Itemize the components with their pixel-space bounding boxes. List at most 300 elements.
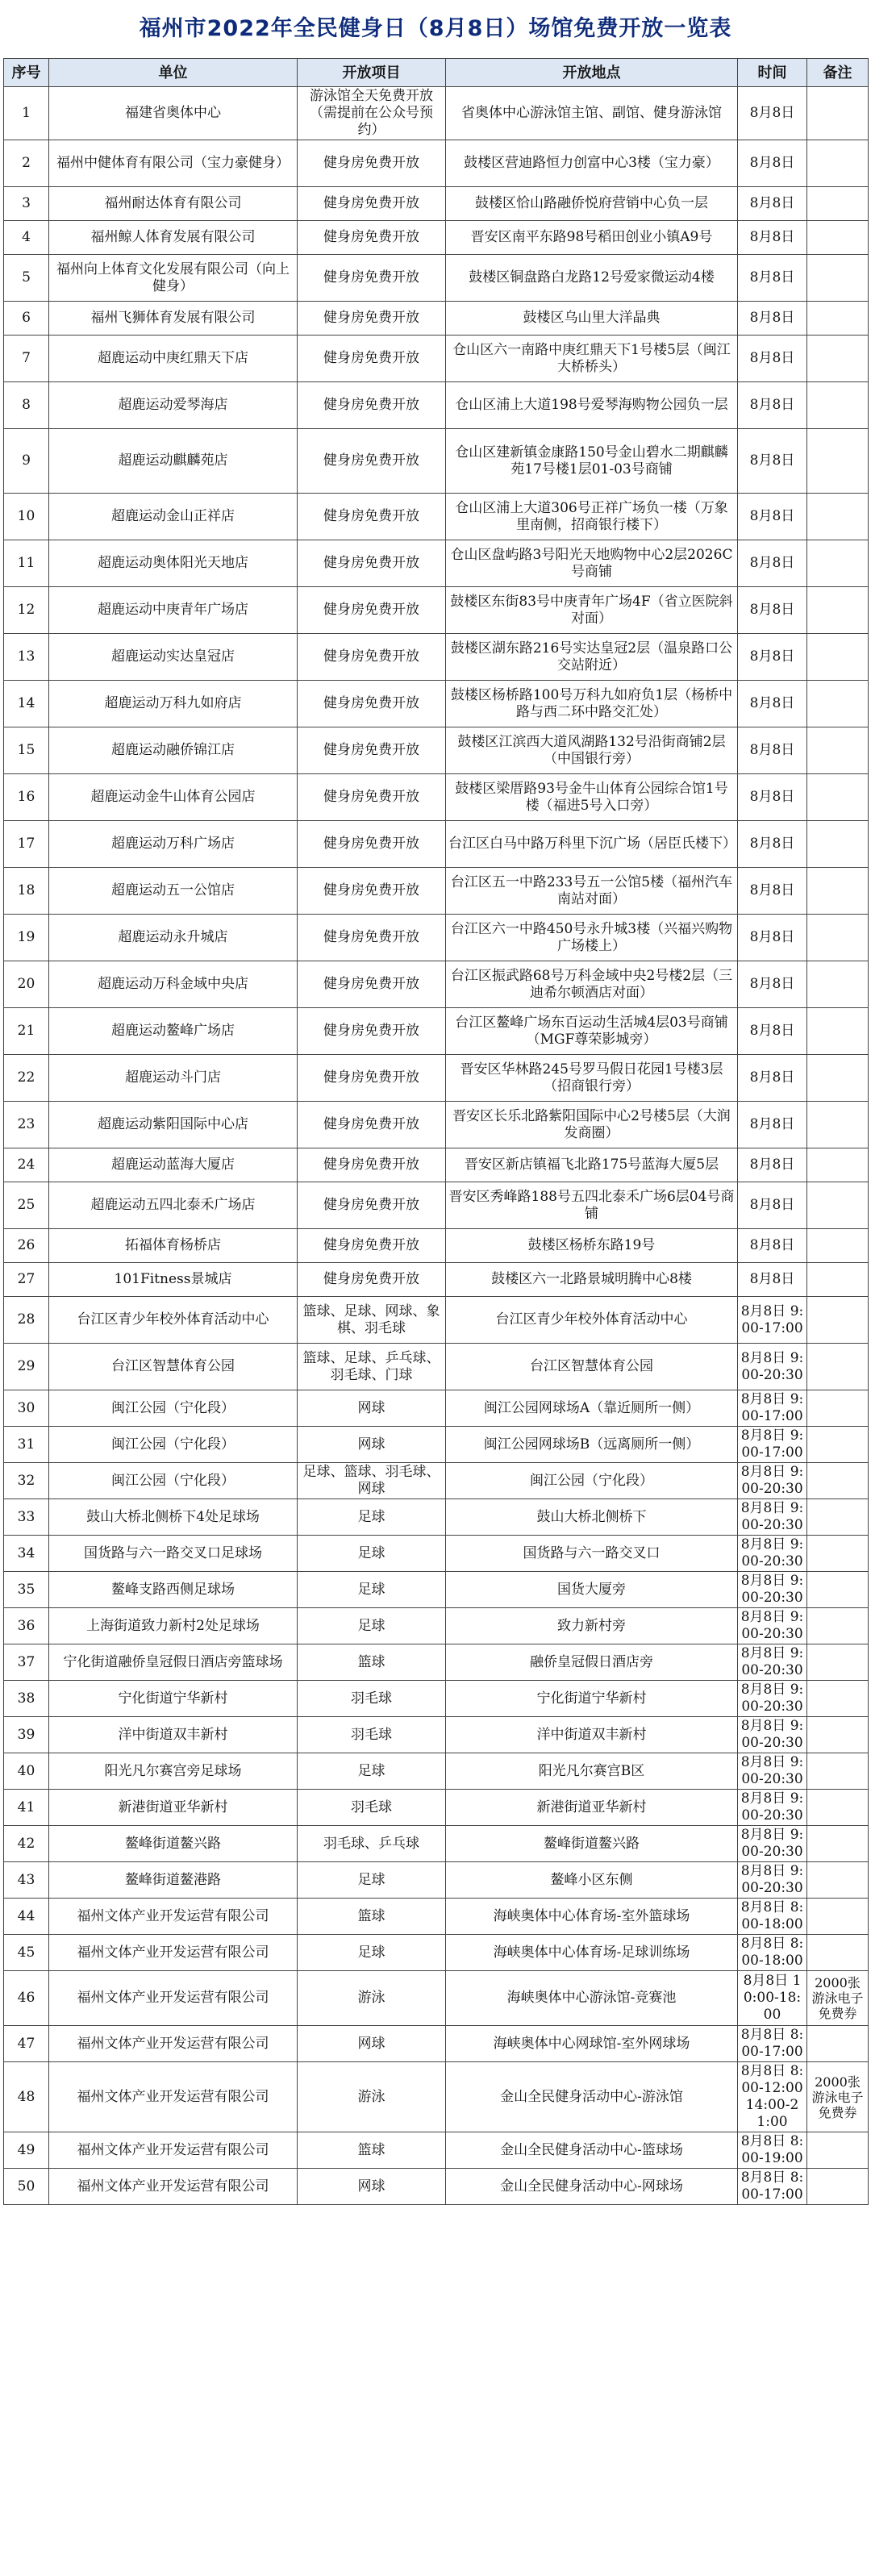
table-row	[4, 336, 869, 382]
cell-item: 网球	[298, 2169, 446, 2205]
header-time: 时间	[738, 59, 807, 87]
cell-place: 晋安区长乐北路紫阳国际中心2号楼5层（大润发商圈）	[446, 1102, 738, 1148]
cell-seq: 48	[4, 2062, 49, 2132]
table-row	[4, 87, 869, 140]
cell-item: 健身房免费开放	[298, 1008, 446, 1055]
cell-unit: 超鹿运动融侨锦江店	[49, 727, 298, 774]
cell-note: 2000张游泳电子免费券	[807, 2062, 869, 2132]
cell-note	[807, 961, 869, 1008]
cell-time: 8月8日 9:00-20:30	[738, 1463, 807, 1499]
cell-time: 8月8日 9:00-20:30	[738, 1753, 807, 1790]
cell-unit: 超鹿运动中庚红鼎天下店	[49, 336, 298, 382]
cell-time: 8月8日 9:00-17:00	[738, 1390, 807, 1427]
cell-seq: 3	[4, 187, 49, 221]
cell-item: 健身房免费开放	[298, 302, 446, 336]
cell-note	[807, 1753, 869, 1790]
cell-unit: 超鹿运动万科金域中央店	[49, 961, 298, 1008]
cell-unit: 超鹿运动斗门店	[49, 1055, 298, 1102]
table-row	[4, 1499, 869, 1536]
cell-note: 2000张游泳电子免费券	[807, 1971, 869, 2026]
cell-place: 国货大厦旁	[446, 1572, 738, 1608]
cell-seq: 34	[4, 1536, 49, 1572]
cell-place: 鼓楼区恰山路融侨悦府营销中心负一层	[446, 187, 738, 221]
cell-note	[807, 774, 869, 821]
cell-unit: 闽江公园（宁化段）	[49, 1427, 298, 1463]
cell-item: 健身房免费开放	[298, 821, 446, 868]
cell-seq: 18	[4, 868, 49, 915]
cell-note	[807, 382, 869, 429]
table-row	[4, 494, 869, 540]
cell-time: 8月8日 8:00-17:00	[738, 2169, 807, 2205]
cell-time: 8月8日 9:00-20:30	[738, 1717, 807, 1753]
cell-time: 8月8日	[738, 1008, 807, 1055]
cell-seq: 10	[4, 494, 49, 540]
table-row	[4, 382, 869, 429]
cell-seq: 19	[4, 915, 49, 961]
table-row	[4, 1148, 869, 1182]
cell-unit: 福建省奥体中心	[49, 87, 298, 140]
cell-item: 羽毛球、乒乓球	[298, 1826, 446, 1862]
cell-note	[807, 1344, 869, 1390]
cell-item: 健身房免费开放	[298, 221, 446, 255]
cell-item: 足球	[298, 1935, 446, 1971]
cell-seq: 49	[4, 2132, 49, 2169]
cell-unit: 福州文体产业开发运营有限公司	[49, 2026, 298, 2062]
cell-unit: 宁化街道融侨皇冠假日酒店旁篮球场	[49, 1644, 298, 1681]
cell-note	[807, 1790, 869, 1826]
cell-place: 台江区六一中路450号永升城3楼（兴福兴购物广场楼上）	[446, 915, 738, 961]
cell-time: 8月8日	[738, 140, 807, 187]
cell-time: 8月8日 9:00-20:30	[738, 1862, 807, 1899]
cell-note	[807, 221, 869, 255]
cell-place: 鳌峰街道鳌兴路	[446, 1826, 738, 1862]
cell-item: 健身房免费开放	[298, 634, 446, 681]
cell-place: 洋中街道双丰新村	[446, 1717, 738, 1753]
cell-seq: 7	[4, 336, 49, 382]
cell-item: 健身房免费开放	[298, 1263, 446, 1297]
cell-seq: 25	[4, 1182, 49, 1229]
cell-note	[807, 1390, 869, 1427]
cell-unit: 福州文体产业开发运营有限公司	[49, 2169, 298, 2205]
cell-place: 闽江公园网球场B（远离厕所一侧）	[446, 1427, 738, 1463]
cell-time: 8月8日	[738, 868, 807, 915]
cell-item: 健身房免费开放	[298, 429, 446, 494]
table-row	[4, 1971, 869, 2026]
cell-seq: 13	[4, 634, 49, 681]
cell-time: 8月8日	[738, 255, 807, 302]
cell-note	[807, 1536, 869, 1572]
cell-seq: 31	[4, 1427, 49, 1463]
cell-time: 8月8日 10:00-18:00	[738, 1971, 807, 2026]
cell-note	[807, 255, 869, 302]
cell-place: 融侨皇冠假日酒店旁	[446, 1644, 738, 1681]
cell-unit: 闽江公园（宁化段）	[49, 1390, 298, 1427]
cell-seq: 1	[4, 87, 49, 140]
cell-time: 8月8日	[738, 302, 807, 336]
table-row	[4, 1182, 869, 1229]
table-row	[4, 1644, 869, 1681]
cell-item: 篮球、足球、网球、象棋、羽毛球	[298, 1297, 446, 1344]
cell-item: 足球	[298, 1753, 446, 1790]
cell-item: 足球	[298, 1608, 446, 1644]
cell-note	[807, 634, 869, 681]
cell-seq: 47	[4, 2026, 49, 2062]
cell-place: 闽江公园（宁化段）	[446, 1463, 738, 1499]
cell-time: 8月8日	[738, 821, 807, 868]
header-place: 开放地点	[446, 59, 738, 87]
cell-unit: 超鹿运动五一公馆店	[49, 868, 298, 915]
table-row	[4, 1297, 869, 1344]
cell-seq: 15	[4, 727, 49, 774]
cell-seq: 37	[4, 1644, 49, 1681]
cell-place: 海峡奥体中心体育场-室外篮球场	[446, 1899, 738, 1935]
cell-item: 羽毛球	[298, 1681, 446, 1717]
cell-item: 健身房免费开放	[298, 587, 446, 634]
table-row	[4, 727, 869, 774]
cell-note	[807, 302, 869, 336]
cell-seq: 43	[4, 1862, 49, 1899]
cell-item: 羽毛球	[298, 1717, 446, 1753]
cell-time: 8月8日 9:00-20:30	[738, 1608, 807, 1644]
cell-note	[807, 540, 869, 587]
cell-note	[807, 336, 869, 382]
header-item: 开放项目	[298, 59, 446, 87]
cell-time: 8月8日	[738, 1229, 807, 1263]
cell-note	[807, 1899, 869, 1935]
table-row	[4, 634, 869, 681]
cell-place: 金山全民健身活动中心-网球场	[446, 2169, 738, 2205]
cell-note	[807, 1182, 869, 1229]
table-row	[4, 868, 869, 915]
cell-unit: 超鹿运动爱琴海店	[49, 382, 298, 429]
cell-place: 晋安区南平东路98号稻田创业小镇A9号	[446, 221, 738, 255]
cell-place: 鼓楼区六一北路景城明腾中心8楼	[446, 1263, 738, 1297]
cell-time: 8月8日 9:00-20:30	[738, 1536, 807, 1572]
table-row	[4, 1753, 869, 1790]
cell-time: 8月8日	[738, 681, 807, 727]
cell-time: 8月8日	[738, 429, 807, 494]
cell-place: 省奥体中心游泳馆主馆、副馆、健身游泳馆	[446, 87, 738, 140]
table-row	[4, 1463, 869, 1499]
cell-unit: 鳌峰支路西侧足球场	[49, 1572, 298, 1608]
cell-note	[807, 1297, 869, 1344]
cell-note	[807, 187, 869, 221]
cell-unit: 福州文体产业开发运营有限公司	[49, 2132, 298, 2169]
cell-place: 仓山区建新镇金康路150号金山碧水二期麒麟苑17号楼1层01-03号商铺	[446, 429, 738, 494]
cell-item: 健身房免费开放	[298, 1229, 446, 1263]
cell-unit: 拓福体育杨桥店	[49, 1229, 298, 1263]
cell-item: 健身房免费开放	[298, 255, 446, 302]
cell-seq: 9	[4, 429, 49, 494]
cell-item: 健身房免费开放	[298, 1055, 446, 1102]
cell-unit: 国货路与六一路交叉口足球场	[49, 1536, 298, 1572]
cell-place: 鼓楼区铜盘路白龙路12号爱家微运动4楼	[446, 255, 738, 302]
cell-unit: 101Fitness景城店	[49, 1263, 298, 1297]
table-row	[4, 961, 869, 1008]
cell-unit: 超鹿运动蓝海大厦店	[49, 1148, 298, 1182]
cell-place: 金山全民健身活动中心-篮球场	[446, 2132, 738, 2169]
cell-time: 8月8日	[738, 915, 807, 961]
cell-unit: 上海街道致力新村2处足球场	[49, 1608, 298, 1644]
cell-item: 健身房免费开放	[298, 681, 446, 727]
cell-place: 鼓楼区梁厝路93号金牛山体育公园综合馆1号楼（福进5号入口旁）	[446, 774, 738, 821]
cell-unit: 福州鲸人体育发展有限公司	[49, 221, 298, 255]
cell-item: 健身房免费开放	[298, 961, 446, 1008]
cell-note	[807, 1862, 869, 1899]
cell-seq: 50	[4, 2169, 49, 2205]
table-row	[4, 774, 869, 821]
cell-time: 8月8日	[738, 540, 807, 587]
cell-seq: 29	[4, 1344, 49, 1390]
table-row	[4, 221, 869, 255]
cell-place: 鼓楼区乌山里大洋晶典	[446, 302, 738, 336]
cell-time: 8月8日	[738, 727, 807, 774]
cell-place: 致力新村旁	[446, 1608, 738, 1644]
page-title: 福州市2022年全民健身日（8月8日）场馆免费开放一览表	[139, 16, 732, 41]
cell-time: 8月8日 8:00-17:00	[738, 2026, 807, 2062]
cell-note	[807, 2169, 869, 2205]
cell-unit: 鳌峰街道鳌港路	[49, 1862, 298, 1899]
cell-item: 网球	[298, 1390, 446, 1427]
cell-time: 8月8日 9:00-20:30	[738, 1790, 807, 1826]
cell-item: 足球	[298, 1499, 446, 1536]
cell-time: 8月8日	[738, 634, 807, 681]
cell-note	[807, 429, 869, 494]
cell-item: 篮球	[298, 2132, 446, 2169]
cell-seq: 16	[4, 774, 49, 821]
cell-item: 健身房免费开放	[298, 1148, 446, 1182]
cell-unit: 超鹿运动麒麟苑店	[49, 429, 298, 494]
cell-place: 鼓楼区营迪路恒力创富中心3楼（宝力豪）	[446, 140, 738, 187]
cell-note	[807, 2132, 869, 2169]
cell-note	[807, 1263, 869, 1297]
cell-seq: 21	[4, 1008, 49, 1055]
cell-place: 晋安区新店镇福飞北路175号蓝海大厦5层	[446, 1148, 738, 1182]
cell-seq: 44	[4, 1899, 49, 1935]
cell-time: 8月8日	[738, 1148, 807, 1182]
cell-unit: 福州文体产业开发运营有限公司	[49, 2062, 298, 2132]
table-row	[4, 540, 869, 587]
cell-time: 8月8日	[738, 1055, 807, 1102]
cell-item: 健身房免费开放	[298, 915, 446, 961]
cell-time: 8月8日	[738, 382, 807, 429]
cell-unit: 鳌峰街道鳌兴路	[49, 1826, 298, 1862]
cell-item: 健身房免费开放	[298, 540, 446, 587]
cell-unit: 宁化街道宁华新村	[49, 1681, 298, 1717]
table-row	[4, 1899, 869, 1935]
cell-note	[807, 915, 869, 961]
cell-item: 篮球	[298, 1899, 446, 1935]
cell-item: 健身房免费开放	[298, 774, 446, 821]
cell-unit: 台江区青少年校外体育活动中心	[49, 1297, 298, 1344]
cell-seq: 27	[4, 1263, 49, 1297]
cell-note	[807, 821, 869, 868]
cell-unit: 超鹿运动永升城店	[49, 915, 298, 961]
cell-note	[807, 1008, 869, 1055]
cell-note	[807, 868, 869, 915]
cell-place: 鼓楼区江滨西大道风湖路132号沿街商铺2层（中国银行旁）	[446, 727, 738, 774]
cell-time: 8月8日 9:00-17:00	[738, 1297, 807, 1344]
cell-unit: 超鹿运动实达皇冠店	[49, 634, 298, 681]
cell-note	[807, 1681, 869, 1717]
cell-place: 台江区鳌峰广场东百运动生活城4层03号商铺（MGF尊荣影城旁）	[446, 1008, 738, 1055]
cell-seq: 33	[4, 1499, 49, 1536]
cell-time: 8月8日	[738, 774, 807, 821]
cell-seq: 8	[4, 382, 49, 429]
cell-note	[807, 87, 869, 140]
cell-time: 8月8日 9:00-20:30	[738, 1344, 807, 1390]
cell-time: 8月8日	[738, 336, 807, 382]
cell-note	[807, 681, 869, 727]
cell-seq: 11	[4, 540, 49, 587]
cell-note	[807, 1148, 869, 1182]
cell-place: 台江区青少年校外体育活动中心	[446, 1297, 738, 1344]
cell-seq: 40	[4, 1753, 49, 1790]
cell-time: 8月8日 8:00-19:00	[738, 2132, 807, 2169]
cell-time: 8月8日 9:00-17:00	[738, 1427, 807, 1463]
cell-place: 台江区智慧体育公园	[446, 1344, 738, 1390]
cell-note	[807, 494, 869, 540]
table-row	[4, 1536, 869, 1572]
cell-seq: 14	[4, 681, 49, 727]
cell-time: 8月8日	[738, 221, 807, 255]
cell-unit: 超鹿运动金山正祥店	[49, 494, 298, 540]
cell-item: 游泳	[298, 2062, 446, 2132]
cell-item: 健身房免费开放	[298, 1102, 446, 1148]
table-body	[4, 87, 869, 2205]
cell-place: 晋安区秀峰路188号五四北泰禾广场6层04号商铺	[446, 1182, 738, 1229]
cell-place: 鼓山大桥北侧桥下	[446, 1499, 738, 1536]
cell-seq: 45	[4, 1935, 49, 1971]
table-row	[4, 1681, 869, 1717]
cell-time: 8月8日	[738, 87, 807, 140]
cell-time: 8月8日	[738, 1102, 807, 1148]
cell-seq: 2	[4, 140, 49, 187]
header-unit: 单位	[49, 59, 298, 87]
table-row	[4, 1572, 869, 1608]
cell-place: 鼓楼区杨桥路100号万科九如府负1层（杨桥中路与西二环中路交汇处）	[446, 681, 738, 727]
table-row	[4, 821, 869, 868]
cell-item: 篮球	[298, 1644, 446, 1681]
table-row	[4, 1008, 869, 1055]
cell-seq: 22	[4, 1055, 49, 1102]
cell-seq: 32	[4, 1463, 49, 1499]
cell-seq: 23	[4, 1102, 49, 1148]
cell-item: 健身房免费开放	[298, 140, 446, 187]
cell-time: 8月8日 9:00-20:30	[738, 1826, 807, 1862]
cell-seq: 38	[4, 1681, 49, 1717]
cell-seq: 24	[4, 1148, 49, 1182]
cell-place: 仓山区浦上大道198号爱琴海购物公园负一层	[446, 382, 738, 429]
cell-item: 足球	[298, 1572, 446, 1608]
cell-seq: 30	[4, 1390, 49, 1427]
cell-seq: 42	[4, 1826, 49, 1862]
cell-place: 仓山区六一南路中庚红鼎天下1号楼5层（闽江大桥桥头）	[446, 336, 738, 382]
cell-place: 晋安区华林路245号罗马假日花园1号楼3层（招商银行旁）	[446, 1055, 738, 1102]
cell-time: 8月8日	[738, 494, 807, 540]
cell-note	[807, 1229, 869, 1263]
cell-seq: 39	[4, 1717, 49, 1753]
table-row	[4, 1390, 869, 1427]
cell-place: 台江区白马中路万科里下沉广场（居臣氏楼下）	[446, 821, 738, 868]
cell-seq: 6	[4, 302, 49, 336]
cell-note	[807, 1055, 869, 1102]
cell-unit: 台江区智慧体育公园	[49, 1344, 298, 1390]
table-row	[4, 1055, 869, 1102]
cell-seq: 35	[4, 1572, 49, 1608]
cell-note	[807, 1572, 869, 1608]
table-row	[4, 255, 869, 302]
cell-item: 足球	[298, 1862, 446, 1899]
cell-unit: 福州中健体育有限公司（宝力豪健身）	[49, 140, 298, 187]
cell-note	[807, 2026, 869, 2062]
cell-note	[807, 587, 869, 634]
table-row	[4, 681, 869, 727]
cell-item: 网球	[298, 1427, 446, 1463]
cell-item: 健身房免费开放	[298, 868, 446, 915]
cell-unit: 新港街道亚华新村	[49, 1790, 298, 1826]
table-row	[4, 187, 869, 221]
table-row	[4, 140, 869, 187]
table-header-row	[4, 59, 869, 87]
cell-place: 鳌峰小区东侧	[446, 1862, 738, 1899]
cell-place: 台江区振武路68号万科金域中央2号楼2层（三迪希尔顿酒店对面）	[446, 961, 738, 1008]
cell-seq: 46	[4, 1971, 49, 2026]
cell-unit: 超鹿运动鳌峰广场店	[49, 1008, 298, 1055]
cell-item: 健身房免费开放	[298, 727, 446, 774]
cell-unit: 福州文体产业开发运营有限公司	[49, 1899, 298, 1935]
cell-time: 8月8日	[738, 587, 807, 634]
cell-item: 健身房免费开放	[298, 187, 446, 221]
cell-time: 8月8日	[738, 1263, 807, 1297]
cell-unit: 超鹿运动紫阳国际中心店	[49, 1102, 298, 1148]
cell-place: 鼓楼区东街83号中庚青年广场4F（省立医院斜对面）	[446, 587, 738, 634]
cell-seq: 4	[4, 221, 49, 255]
cell-time: 8月8日 9:00-20:30	[738, 1499, 807, 1536]
cell-unit: 洋中街道双丰新村	[49, 1717, 298, 1753]
table-row	[4, 2026, 869, 2062]
table-row	[4, 587, 869, 634]
cell-seq: 20	[4, 961, 49, 1008]
cell-item: 游泳馆全天免费开放（需提前在公众号预约）	[298, 87, 446, 140]
cell-unit: 超鹿运动中庚青年广场店	[49, 587, 298, 634]
cell-note	[807, 1608, 869, 1644]
cell-seq: 12	[4, 587, 49, 634]
cell-note	[807, 1935, 869, 1971]
cell-note	[807, 1102, 869, 1148]
cell-item: 足球、篮球、羽毛球、网球	[298, 1463, 446, 1499]
cell-item: 羽毛球	[298, 1790, 446, 1826]
cell-note	[807, 1826, 869, 1862]
cell-item: 游泳	[298, 1971, 446, 2026]
cell-seq: 17	[4, 821, 49, 868]
cell-item: 网球	[298, 2026, 446, 2062]
cell-place: 仓山区盘屿路3号阳光天地购物中心2层2026C号商铺	[446, 540, 738, 587]
table-row	[4, 2062, 869, 2132]
cell-item: 足球	[298, 1536, 446, 1572]
table-row	[4, 1344, 869, 1390]
cell-place: 鼓楼区杨桥东路19号	[446, 1229, 738, 1263]
cell-place: 海峡奥体中心游泳馆-竞赛池	[446, 1971, 738, 2026]
header-note: 备注	[807, 59, 869, 87]
table-row	[4, 429, 869, 494]
cell-unit: 福州文体产业开发运营有限公司	[49, 1971, 298, 2026]
cell-place: 阳光凡尔赛宫B区	[446, 1753, 738, 1790]
cell-unit: 超鹿运动万科广场店	[49, 821, 298, 868]
cell-place: 台江区五一中路233号五一公馆5楼（福州汽车南站对面）	[446, 868, 738, 915]
table-row	[4, 2132, 869, 2169]
cell-time: 8月8日 9:00-20:30	[738, 1681, 807, 1717]
